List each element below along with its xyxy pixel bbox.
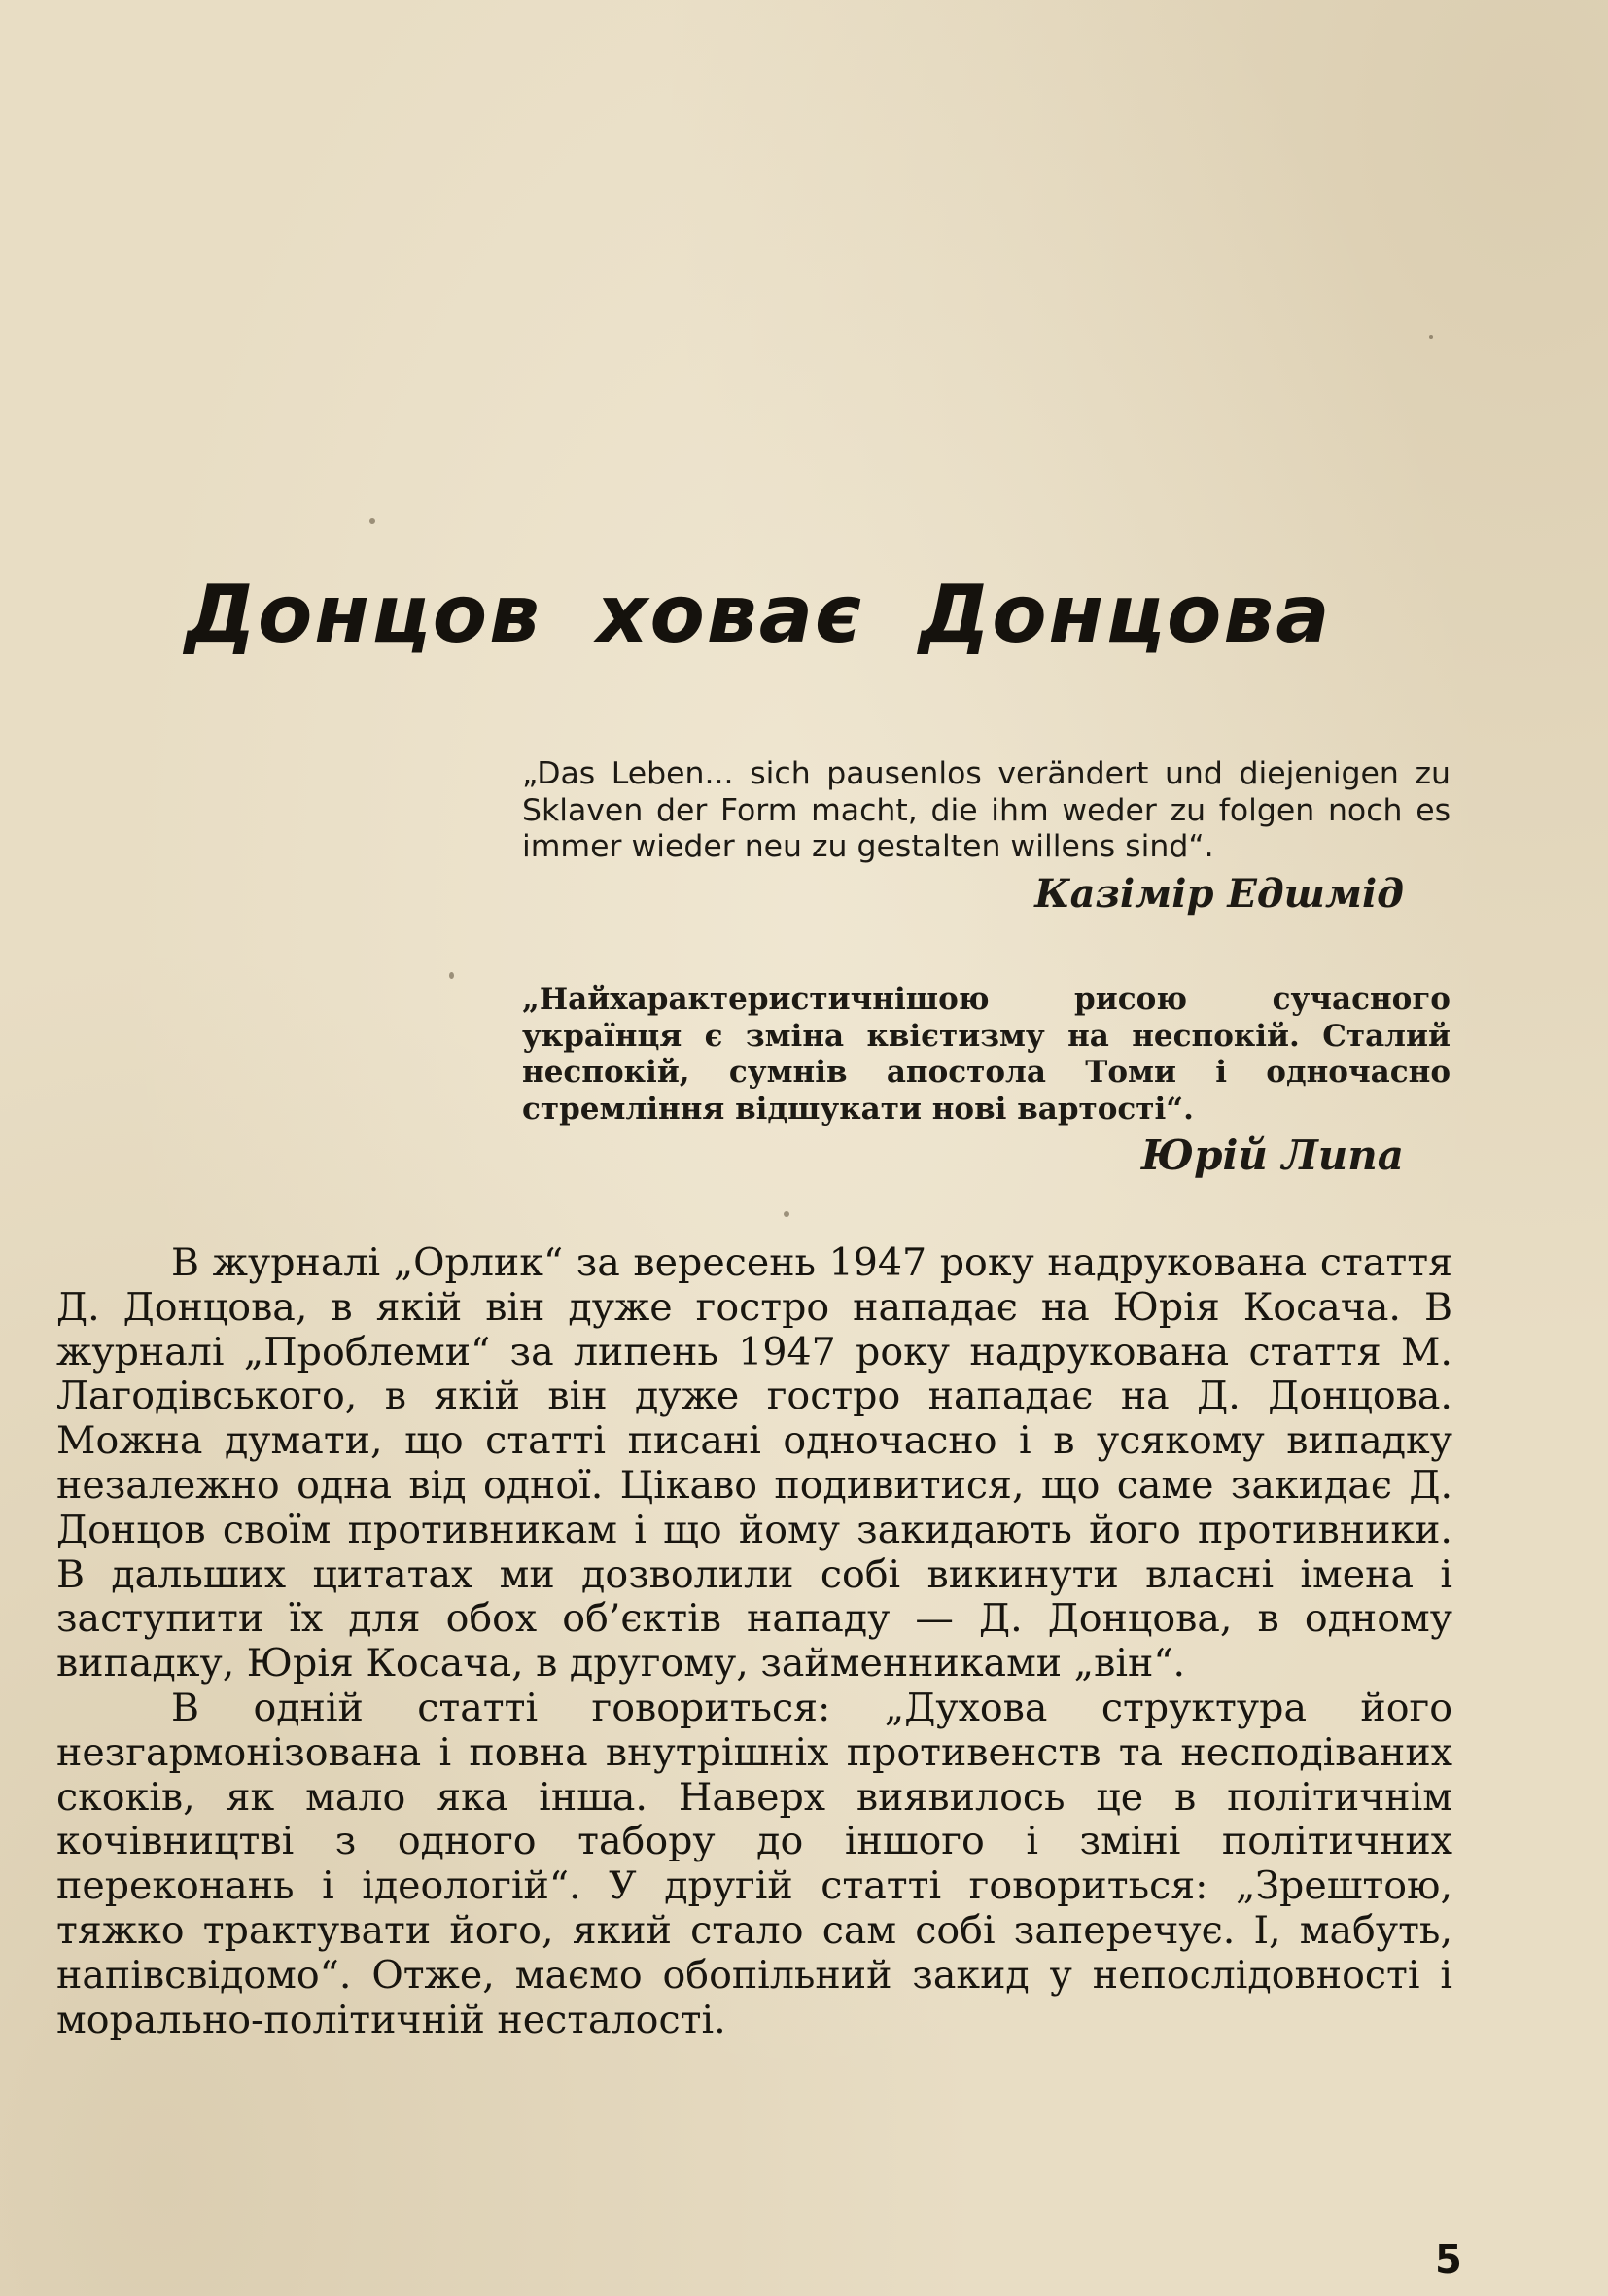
paper-speck: [784, 1211, 789, 1217]
paper-speck: [1429, 335, 1433, 339]
epigraph-lypa: [522, 982, 1451, 1180]
epigraph-quote: „Das Leben... sich pausenlos verändert und diejenigen zu Sklaven der Form macht, die ihm weder zu folgen noch es immer wieder neu zu gestalten willens sind“.: [522, 756, 1451, 864]
body-paragraph: В журналі „Орлик“ за вересень 1947 року надрукована стаття Д. Донцова, в якій він дуже гостро нападає на Юрія Косача. В журналі „Проблеми“ за липень 1947 року надрукована стаття М. Лагодівського, в якій він дуже гостро нападає на Д. Донцова. Можна думати, що статті писані одночасно і в усякому випадку незалежно одна від одної. Цікаво подивитися, що саме закидає Д. Донцов своїм противникам і що йому закидають його противники. В дальших цитатах ми дозволили собі викинути власні імена і заступити їх для обох об’єктів нападу — Д. Донцова, в одному випадку, Юрія Косача, в другому, займенниками „він“.: [56, 1240, 1452, 1687]
paper-speck: [369, 518, 375, 524]
article-body: [56, 1241, 1452, 2042]
page-number: 5: [1435, 2238, 1462, 2282]
body-paragraph: В одній статті говориться: „Духова структура його незгармонізована і повна внутрішніх противенств та несподіваних скоків, як мало яка інша. Наверх виявилось це в політичнім кочівництві з одного табору до іншого і зміні політичних переконань і ідеологій“. У другій статті говориться: „Зрештою, тяжко трактувати його, який стало сам собі заперечує. І, мабуть, напівсвідомо“. Отже, маємо обопільний закид у непослідовності і морально-політичній несталості.: [56, 1685, 1452, 2042]
epigraph-edschmid: [522, 756, 1451, 919]
epigraph-author: Казімір Едшмід: [1034, 870, 1404, 917]
epigraph-author: Юрій Липа: [1141, 1131, 1404, 1179]
article-title: Донцов ховає Донцова: [185, 569, 1332, 661]
paper-speck: [449, 972, 454, 979]
epigraph-quote: „Найхарактеристичнішою рисою сучасного українця є зміна квієтизму на неспокій. Сталий неспокій, сумнів апостола Томи і одночасно стремління відшукати нові вартості“.: [522, 982, 1451, 1127]
